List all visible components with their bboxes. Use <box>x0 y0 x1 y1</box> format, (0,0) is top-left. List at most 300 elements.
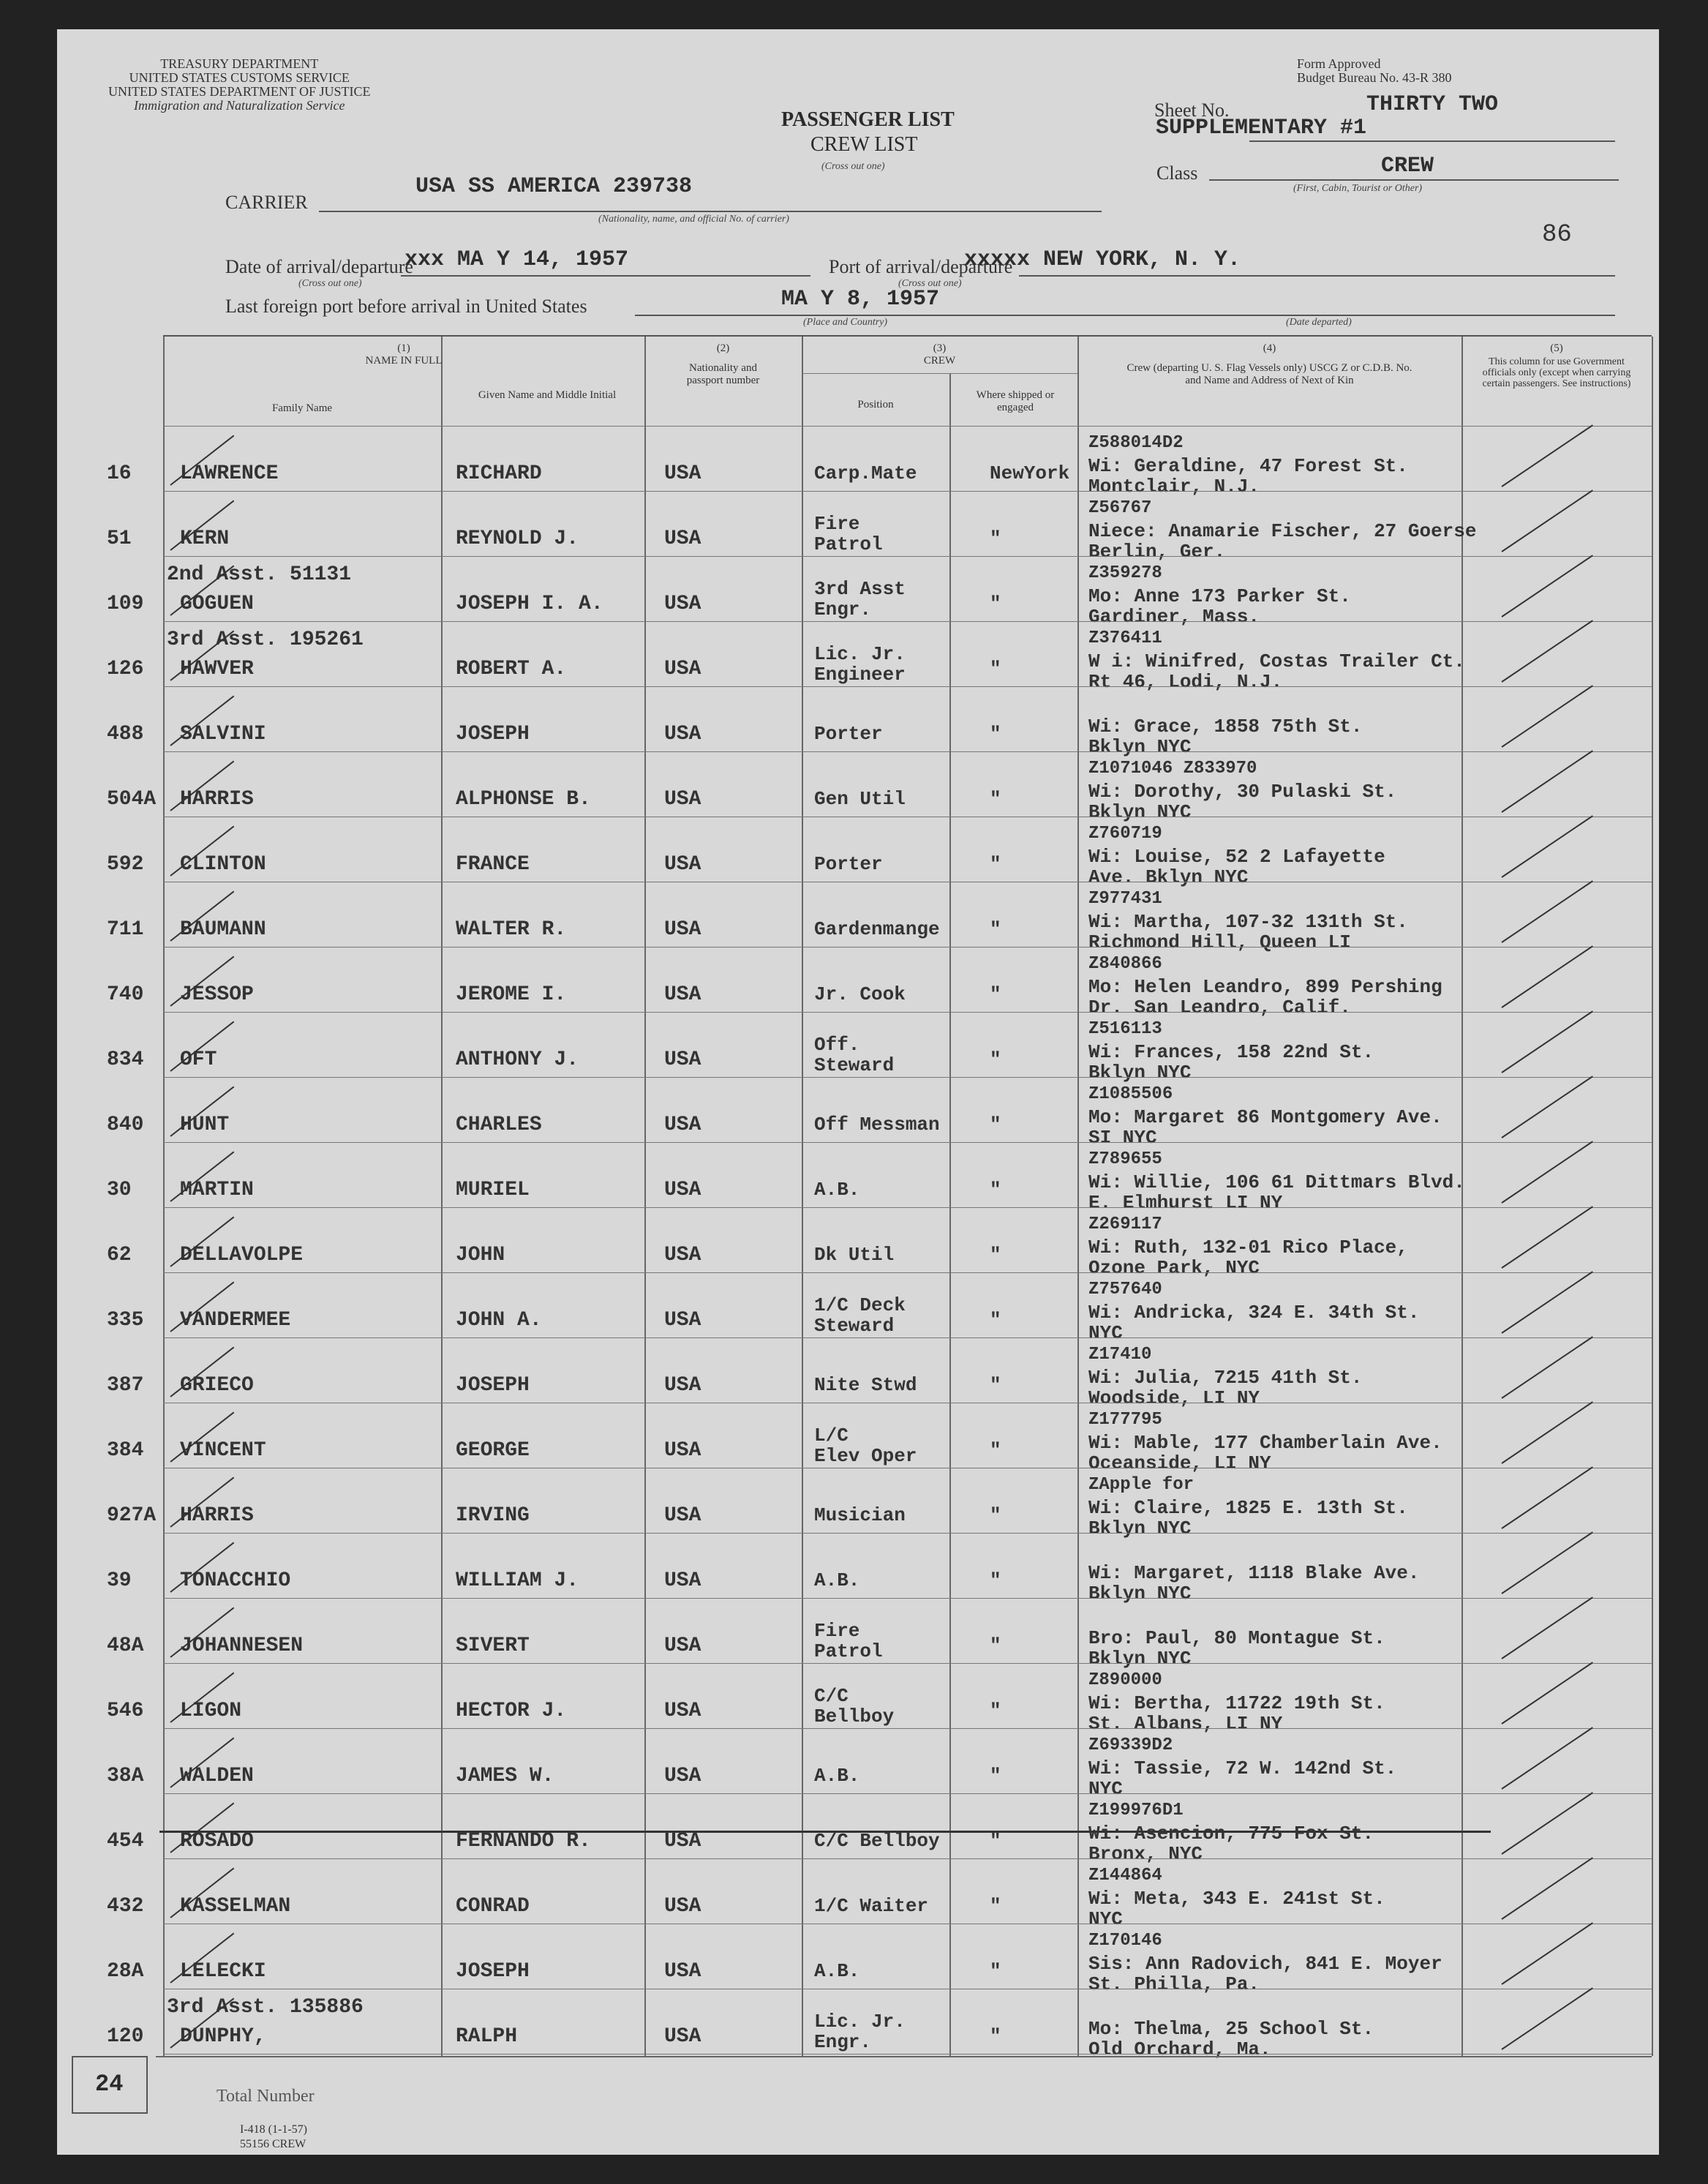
col2-header <box>644 342 802 387</box>
nationality: USA <box>664 1048 701 1071</box>
position: Off Messman <box>814 1114 940 1136</box>
next-of-kin-line1: Wi: Tassie, 72 W. 142nd St. <box>1088 1757 1397 1779</box>
position: A.B. <box>814 1960 860 1982</box>
row-divider <box>163 1272 1652 1273</box>
row-divider <box>163 1793 1652 1794</box>
nationality: USA <box>664 1374 701 1397</box>
given-name: JOSEPH <box>456 723 530 746</box>
uscg-z-number: Z359278 <box>1088 563 1162 583</box>
uscg-z-number: Z977431 <box>1088 889 1162 909</box>
official-check-mark <box>1501 880 1592 943</box>
form-approved-text: Form Approved <box>1297 56 1381 71</box>
col5-number: (5) <box>1550 342 1563 354</box>
next-of-kin-line1: Mo: Helen Leandro, 899 Pershing <box>1088 976 1442 998</box>
position: Lic. Jr. <box>814 2011 906 2033</box>
official-check-mark <box>1501 1141 1592 1204</box>
official-check-mark <box>1501 489 1592 552</box>
uscg-z-number: Z144864 <box>1088 1866 1162 1885</box>
next-of-kin-line1: Wi: Andricka, 324 E. 34th St. <box>1088 1302 1420 1324</box>
given-name: REYNOLD J. <box>456 528 579 550</box>
next-of-kin-line2: Bklyn NYC <box>1088 801 1192 823</box>
uscg-z-number: Z376411 <box>1088 628 1162 648</box>
next-of-kin-line2: Dr. San Leandro, Calif. <box>1088 997 1351 1018</box>
given-name: JOSEPH <box>456 1960 530 1983</box>
position: Porter <box>814 723 883 745</box>
given-name: RICHARD <box>456 462 542 485</box>
where-shipped: " <box>990 1309 1001 1331</box>
family-name: CLINTON <box>180 853 266 876</box>
col1-number: (1) <box>397 342 410 354</box>
where-shipped: " <box>990 1504 1001 1526</box>
nationality: USA <box>664 1114 701 1136</box>
row-number: 592 <box>107 853 144 876</box>
col3-title: CREW <box>923 355 956 367</box>
given-name: JOHN <box>456 1244 505 1267</box>
given-name: JOHN A. <box>456 1309 542 1332</box>
position: Jr. Cook <box>814 983 906 1005</box>
row-number: 51 <box>107 528 132 550</box>
position: Porter <box>814 853 883 875</box>
family-name: LAWRENCE <box>180 462 279 485</box>
official-check-mark <box>1501 1076 1592 1138</box>
col2-title: Nationality and passport number <box>686 362 760 386</box>
agency-header <box>108 57 371 113</box>
given-name: HECTOR J. <box>456 1700 567 1722</box>
position: 1/C Deck <box>814 1294 906 1316</box>
where-shipped: " <box>990 853 1001 875</box>
port-value: xxxxx NEW YORK, N. Y. <box>964 247 1241 272</box>
position: L/C <box>814 1425 849 1446</box>
next-of-kin-line2: Rt 46, Lodi, N.J. <box>1088 671 1283 693</box>
family-name: JOHANNESEN <box>180 1635 304 1657</box>
next-of-kin-line1: Wi: Frances, 158 22nd St. <box>1088 1041 1374 1063</box>
row-number: 546 <box>107 1700 144 1722</box>
col4-header <box>1077 342 1461 387</box>
position: 3rd Asst <box>814 578 906 600</box>
official-check-mark <box>1501 1010 1592 1073</box>
title-passenger-list: PASSENGER LIST <box>781 108 955 131</box>
next-of-kin-line2: Montclair, N.J. <box>1088 476 1260 498</box>
position: Lic. Jr. <box>814 643 906 665</box>
given-name: WILLIAM J. <box>456 1569 579 1592</box>
where-shipped: " <box>990 1765 1001 1787</box>
next-of-kin-line2: Bklyn NYC <box>1088 1517 1192 1539</box>
official-check-mark <box>1501 1727 1592 1790</box>
position: Gen Util <box>814 788 906 810</box>
family-name-header: Family Name <box>271 402 333 414</box>
nationality: USA <box>664 1439 701 1462</box>
position: Fire <box>814 1620 860 1642</box>
nationality: USA <box>664 918 701 941</box>
next-of-kin-line2: Richmond Hill, Queen LI <box>1088 931 1351 953</box>
nationality: USA <box>664 853 701 876</box>
next-of-kin-line2: Woodside, LI NY <box>1088 1387 1260 1409</box>
row-number: 28A <box>107 1960 144 1983</box>
row-number: 30 <box>107 1179 132 1201</box>
where-shipped: " <box>990 1374 1001 1396</box>
nationality: USA <box>664 1309 701 1332</box>
next-of-kin-line2: NYC <box>1088 1908 1123 1930</box>
row-divider <box>163 1207 1652 1208</box>
row-divider <box>163 556 1652 557</box>
page-number: 86 <box>1542 221 1572 249</box>
next-of-kin-line1: Wi: Ruth, 132-01 Rico Place, <box>1088 1237 1408 1258</box>
uscg-z-number: Z1071046 Z833970 <box>1088 759 1257 778</box>
next-of-kin-line1: Bro: Paul, 80 Montague St. <box>1088 1627 1385 1649</box>
row-number: 432 <box>107 1895 144 1918</box>
uscg-z-number: Z1085506 <box>1088 1084 1173 1104</box>
where-shipped: " <box>990 1179 1001 1201</box>
nationality: USA <box>664 1765 701 1787</box>
port-label: Port of arrival/departure <box>829 256 1013 277</box>
row-number: 109 <box>107 593 144 615</box>
next-of-kin-line2: NYC <box>1088 1322 1123 1344</box>
nationality: USA <box>664 1504 701 1527</box>
next-of-kin-line1: Mo: Margaret 86 Montgomery Ave. <box>1088 1106 1442 1128</box>
family-name: JESSOP <box>180 983 254 1006</box>
next-of-kin-line1: Wi: Julia, 7215 41th St. <box>1088 1367 1363 1389</box>
nationality: USA <box>664 658 701 680</box>
row-divider <box>163 1728 1652 1729</box>
row-divider <box>163 1598 1652 1599</box>
next-of-kin-line2: SI NYC <box>1088 1127 1157 1149</box>
next-of-kin-line2: Bklyn NYC <box>1088 1062 1192 1084</box>
nationality: USA <box>664 462 701 485</box>
position: A.B. <box>814 1179 860 1201</box>
given-name: CONRAD <box>456 1895 530 1918</box>
nationality: USA <box>664 528 701 550</box>
port-cross-note: (Cross out one) <box>898 278 962 289</box>
family-name: HARRIS <box>180 1504 254 1527</box>
given-name: CHARLES <box>456 1114 542 1136</box>
family-name: HARRIS <box>180 788 254 811</box>
row-divider <box>163 1077 1652 1078</box>
nationality: USA <box>664 1179 701 1201</box>
row-divider <box>163 1337 1652 1338</box>
uscg-z-number: Z69339D2 <box>1088 1735 1173 1755</box>
official-check-mark <box>1501 685 1592 748</box>
position-line2: Steward <box>814 1315 895 1337</box>
nationality: USA <box>664 788 701 811</box>
class-value: CREW <box>1381 154 1434 179</box>
family-name: DUNPHY, <box>180 2025 266 2048</box>
where-shipped: " <box>990 788 1001 810</box>
agency-line: Immigration and Naturalization Service <box>134 98 345 113</box>
row-divider <box>163 1012 1652 1013</box>
budget-bureau-text: Budget Bureau No. 43-R 380 <box>1297 70 1452 85</box>
nationality: USA <box>664 1700 701 1722</box>
official-check-mark <box>1501 1206 1592 1269</box>
agency-line: UNITED STATES DEPARTMENT OF JUSTICE <box>108 84 371 99</box>
family-name: HAWVER <box>180 658 254 680</box>
row-divider <box>163 1663 1652 1664</box>
agency-line: TREASURY DEPARTMENT <box>160 56 319 71</box>
form-approval <box>1297 57 1451 85</box>
given-name: MURIEL <box>456 1179 530 1201</box>
position-line2: Patrol <box>814 533 883 555</box>
uscg-z-number: Z17410 <box>1088 1345 1152 1365</box>
uscg-z-number: Z757640 <box>1088 1280 1162 1299</box>
position: 1/C Waiter <box>814 1895 929 1917</box>
where-shipped: " <box>990 1114 1001 1136</box>
family-name: SALVINI <box>180 723 266 746</box>
class-label: Class <box>1156 162 1198 184</box>
position: C/C <box>814 1685 849 1707</box>
row-number: 927A <box>107 1504 157 1527</box>
row-number: 504A <box>107 788 157 811</box>
col5-header <box>1461 342 1652 389</box>
next-of-kin-line1: Wi: Asencion, 775 Fox St. <box>1088 1823 1374 1845</box>
position: A.B. <box>814 1765 860 1787</box>
given-name: FERNANDO R. <box>456 1830 591 1853</box>
position-line2: Engr. <box>814 598 872 620</box>
next-of-kin-line2: Ave. Bklyn NYC <box>1088 866 1249 888</box>
position: Fire <box>814 513 860 535</box>
row-number: 387 <box>107 1374 144 1397</box>
next-of-kin-line1: Wi: Claire, 1825 E. 13th St. <box>1088 1497 1408 1519</box>
uscg-z-number: Z890000 <box>1088 1670 1162 1690</box>
row-number: 711 <box>107 918 144 941</box>
uscg-z-number: Z760719 <box>1088 824 1162 844</box>
last-port-label: Last foreign port before arrival in United States <box>225 296 587 317</box>
where-shipped: " <box>990 2025 1001 2047</box>
row-divider <box>163 686 1652 687</box>
row-divider <box>163 1858 1652 1859</box>
position-line2: Bellboy <box>814 1705 895 1727</box>
official-check-mark <box>1501 945 1592 1008</box>
uscg-z-number: Z789655 <box>1088 1149 1162 1169</box>
next-of-kin-line1: Wi: Margaret, 1118 Blake Ave. <box>1088 1562 1420 1584</box>
nationality: USA <box>664 1569 701 1592</box>
row-number: 840 <box>107 1114 144 1136</box>
next-of-kin-line2: Berlin, Ger. <box>1088 541 1226 563</box>
family-name: MARTIN <box>180 1179 254 1201</box>
given-name: FRANCE <box>456 853 530 876</box>
next-of-kin-line1: Wi: Willie, 106 61 Dittmars Blvd. <box>1088 1171 1465 1193</box>
next-of-kin-line2: Old Orchard, Ma. <box>1088 2038 1271 2060</box>
position-line2: Engr. <box>814 2031 872 2053</box>
row-number: 454 <box>107 1830 144 1853</box>
next-of-kin-line1: Sis: Ann Radovich, 841 E. Moyer <box>1088 1953 1442 1975</box>
row-number: 834 <box>107 1048 144 1071</box>
row-divider <box>163 1142 1652 1143</box>
col1-header <box>163 342 644 367</box>
carrier-note: (Nationality, name, and official No. of carrier) <box>598 214 789 225</box>
position-line2: Elev Oper <box>814 1445 917 1467</box>
given-name: RALPH <box>456 2025 518 2048</box>
position-line2: Engineer <box>814 664 906 686</box>
next-of-kin-line2: Ozone Park, NYC <box>1088 1257 1260 1279</box>
position: Off. <box>814 1034 860 1056</box>
row-divider <box>163 751 1652 752</box>
last-port-value: MA Y 8, 1957 <box>781 287 940 312</box>
date-departed-note: (Date departed) <box>1286 317 1352 328</box>
col1-title: NAME IN FULL <box>365 355 443 367</box>
nationality: USA <box>664 593 701 615</box>
date-cross-note: (Cross out one) <box>298 278 362 289</box>
total-count: 24 <box>95 2071 124 2098</box>
nationality: USA <box>664 1635 701 1657</box>
official-check-mark <box>1501 1922 1592 1985</box>
date-value: xxx MA Y 14, 1957 <box>405 247 629 272</box>
position: A.B. <box>814 1569 860 1591</box>
given-name: JOSEPH <box>456 1374 530 1397</box>
next-of-kin-line1: Mo: Thelma, 25 School St. <box>1088 2018 1374 2040</box>
place-country-note: (Place and Country) <box>803 317 888 328</box>
nationality: USA <box>664 983 701 1006</box>
nationality: USA <box>664 1895 701 1918</box>
nationality: USA <box>664 1830 701 1853</box>
sheet-label: Sheet No. <box>1154 100 1230 121</box>
form-sheet <box>57 29 1659 2155</box>
family-name: VANDERMEE <box>180 1309 291 1332</box>
family-name: WALDEN <box>180 1765 254 1787</box>
family-name: DELLAVOLPE <box>180 1244 304 1267</box>
col4-number: (4) <box>1263 342 1276 354</box>
given-name: GEORGE <box>456 1439 530 1462</box>
given-name: JEROME I. <box>456 983 567 1006</box>
col3-number: (3) <box>933 342 947 354</box>
official-check-mark <box>1501 815 1592 878</box>
where-shipped: " <box>990 1244 1001 1266</box>
where-shipped: " <box>990 658 1001 680</box>
next-of-kin-line1: Wi: Geraldine, 47 Forest St. <box>1088 455 1408 477</box>
next-of-kin-line1: Wi: Grace, 1858 75th St. <box>1088 716 1363 738</box>
strikethrough-line <box>159 1831 1491 1833</box>
where-shipped: " <box>990 1439 1001 1461</box>
next-of-kin-line2: St. Philla, Pa. <box>1088 1973 1260 1995</box>
carrier-label: CARRIER <box>225 192 308 213</box>
official-check-mark <box>1501 424 1592 487</box>
next-of-kin-line2: Bklyn NYC <box>1088 1648 1192 1670</box>
given-name: ROBERT A. <box>456 658 567 680</box>
total-box <box>72 2056 148 2114</box>
row-number: 16 <box>107 462 132 485</box>
carrier-value: USA SS AMERICA 239738 <box>415 174 693 199</box>
family-name: LELECKI <box>180 1960 266 1983</box>
official-check-mark <box>1501 1987 1592 2050</box>
next-of-kin-line2: Bronx, NYC <box>1088 1843 1203 1865</box>
official-check-mark <box>1501 1792 1592 1855</box>
nationality: USA <box>664 1960 701 1983</box>
class-note: (First, Cabin, Tourist or Other) <box>1293 183 1423 194</box>
family-name: GOGUEN <box>180 593 254 615</box>
where-shipped: " <box>990 1569 1001 1591</box>
next-of-kin-line2: St. Albans, LI NY <box>1088 1713 1283 1735</box>
position-line2: Steward <box>814 1054 895 1076</box>
next-of-kin-line1: Wi: Bertha, 11722 19th St. <box>1088 1692 1385 1714</box>
given-name: SIVERT <box>456 1635 530 1657</box>
next-of-kin-line2: NYC <box>1088 1778 1123 1800</box>
given-name: WALTER R. <box>456 918 567 941</box>
uscg-z-number: Z516113 <box>1088 1019 1162 1039</box>
given-name-header: Given Name and Middle Initial <box>478 389 617 401</box>
given-name: JAMES W. <box>456 1765 554 1787</box>
next-of-kin-line1: Wi: Martha, 107-32 131th St. <box>1088 911 1408 933</box>
official-check-mark <box>1501 1857 1592 1920</box>
uscg-z-number: Z199976D1 <box>1088 1801 1184 1820</box>
next-of-kin-line2: Bklyn NYC <box>1088 736 1192 758</box>
row-number: 38A <box>107 1765 144 1787</box>
row-number: 120 <box>107 2025 144 2048</box>
position: C/C Bellboy <box>814 1830 940 1852</box>
row-number: 48A <box>107 1635 144 1657</box>
official-check-mark <box>1501 555 1592 618</box>
official-check-mark <box>1501 750 1592 813</box>
form-number: I-418 (1-1-57) <box>240 2123 307 2136</box>
where-shipped: " <box>990 528 1001 549</box>
where-shipped: " <box>990 1635 1001 1656</box>
supplementary-label: SUPPLEMENTARY #1 <box>1156 116 1367 140</box>
form-code: 55156 CREW <box>240 2138 306 2150</box>
official-check-mark <box>1501 1466 1592 1529</box>
next-of-kin-line1: W i: Winifred, Costas Trailer Ct. <box>1088 650 1465 672</box>
col4-title: Crew (departing U. S. Flag Vessels only) USCG Z or C.D.B. No. and Name and Address of Next of Kin <box>1126 362 1412 386</box>
uscg-z-number: Z588014D2 <box>1088 433 1184 453</box>
family-name: TONACCHIO <box>180 1569 291 1592</box>
where-shipped: " <box>990 1895 1001 1917</box>
agency-line: UNITED STATES CUSTOMS SERVICE <box>129 70 350 85</box>
row-number: 39 <box>107 1569 132 1592</box>
where-shipped: NewYork <box>990 462 1070 484</box>
row-number: 62 <box>107 1244 132 1267</box>
family-name: BAUMANN <box>180 918 266 941</box>
row-number: 488 <box>107 723 144 746</box>
col2-number: (2) <box>716 342 730 354</box>
col5-title: This column for use Government officials only (except when carrying certain passengers. See instructions) <box>1482 356 1631 389</box>
next-of-kin-line1: Wi: Mable, 177 Chamberlain Ave. <box>1088 1432 1442 1454</box>
row-number: 384 <box>107 1439 144 1462</box>
family-name: ROSADO <box>180 1830 254 1853</box>
where-shipped: " <box>990 983 1001 1005</box>
position: Carp.Mate <box>814 462 917 484</box>
uscg-z-number: Z269117 <box>1088 1215 1162 1234</box>
where-shipped: " <box>990 1048 1001 1070</box>
where-shipped: " <box>990 918 1001 940</box>
uscg-z-number: Z170146 <box>1088 1931 1162 1951</box>
row-note: 3rd Asst. 195261 <box>167 628 364 651</box>
nationality: USA <box>664 2025 701 2048</box>
row-note: 3rd Asst. 135886 <box>167 1996 364 2019</box>
family-name: LIGON <box>180 1700 242 1722</box>
where-shipped: " <box>990 1960 1001 1982</box>
cross-out-note: (Cross out one) <box>821 161 885 172</box>
official-check-mark <box>1501 1662 1592 1725</box>
row-number: 126 <box>107 658 144 680</box>
position: Nite Stwd <box>814 1374 917 1396</box>
family-name: GRIECO <box>180 1374 254 1397</box>
next-of-kin-line1: Niece: Anamarie Fischer, 27 Goerse <box>1088 520 1477 542</box>
official-check-mark <box>1501 1401 1592 1464</box>
given-name: ALPHONSE B. <box>456 788 591 811</box>
next-of-kin-line2: Bklyn NYC <box>1088 1583 1192 1605</box>
uscg-z-number: Z840866 <box>1088 954 1162 974</box>
title-crew-list: CREW LIST <box>810 133 918 156</box>
row-number: 740 <box>107 983 144 1006</box>
row-note: 2nd Asst. 51131 <box>167 563 352 586</box>
row-divider <box>163 621 1652 622</box>
position-header: Position <box>857 399 894 410</box>
official-check-mark <box>1501 1336 1592 1399</box>
date-label: Date of arrival/departure <box>225 256 413 277</box>
given-name: IRVING <box>456 1504 530 1527</box>
row-divider <box>163 491 1652 492</box>
where-shipped: " <box>990 1830 1001 1852</box>
uscg-z-number: Z177795 <box>1088 1410 1162 1430</box>
uscg-z-number: ZApple for <box>1088 1475 1195 1495</box>
family-name: KASSELMAN <box>180 1895 291 1918</box>
nationality: USA <box>664 723 701 746</box>
